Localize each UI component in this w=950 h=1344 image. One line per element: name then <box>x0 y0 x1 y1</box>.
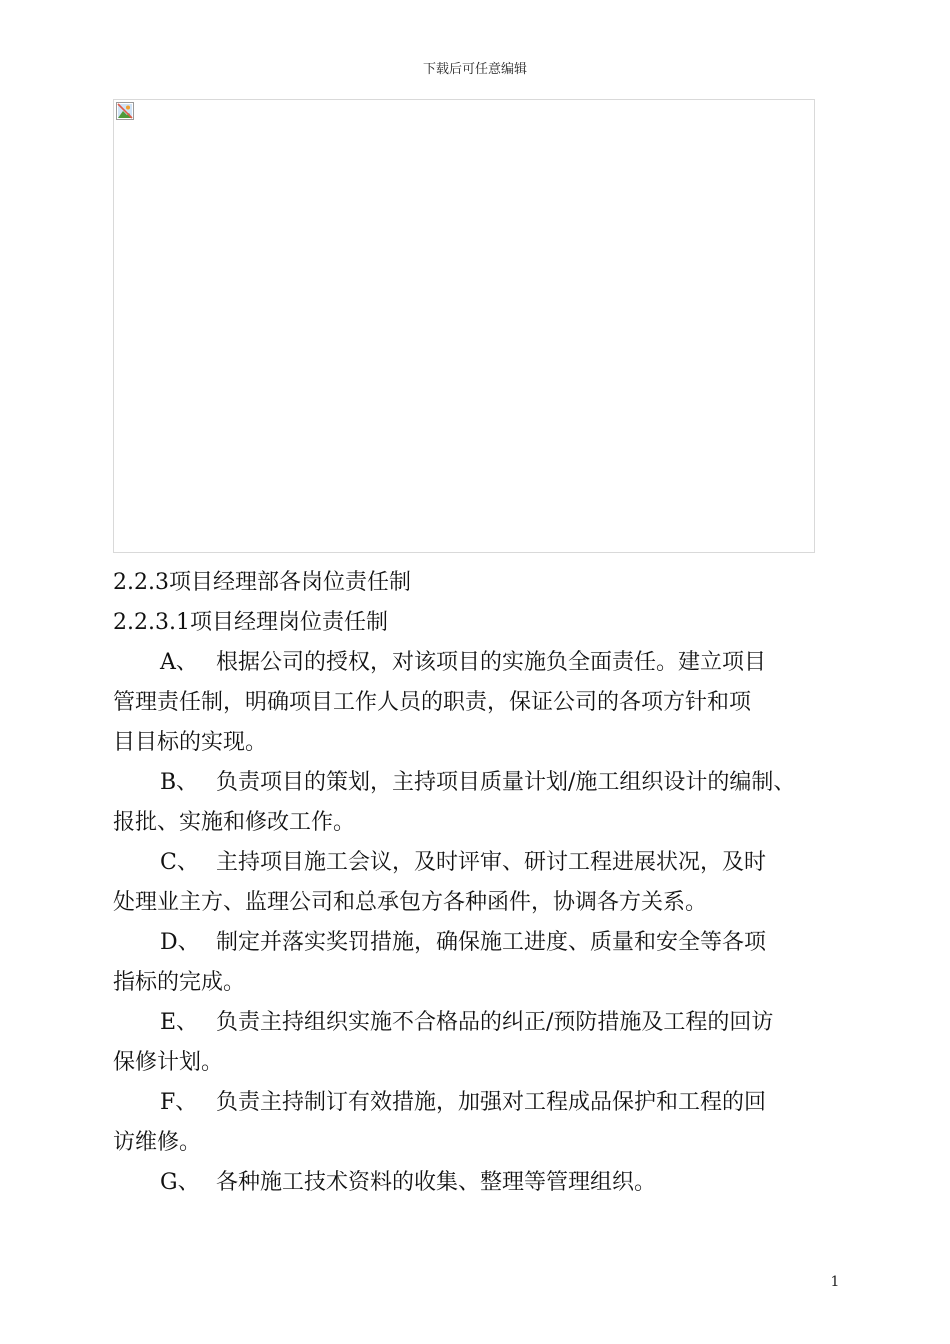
broken-image-icon <box>116 102 134 120</box>
item-text: 主持项目施工会议，及时评审、研讨工程进展状况，及时 <box>216 850 767 875</box>
item-label: D、 <box>160 930 200 955</box>
item-text: 保修计划。 <box>113 1050 224 1075</box>
item-label: F、 <box>160 1090 198 1115</box>
item-text: 访维修。 <box>113 1130 202 1155</box>
item-label: A、 <box>160 650 198 675</box>
section-heading: 2.2.3项目经理部各岗位责任制 <box>113 570 411 595</box>
item-text: 根据公司的授权，对该项目的实施负全面责任。建立项目 <box>216 650 767 675</box>
item-text: 制定并落实奖罚措施，确保施工进度、质量和安全等各项 <box>216 930 767 955</box>
item-text: 报批、实施和修改工作。 <box>113 810 356 835</box>
item-label: G、 <box>160 1170 200 1195</box>
list-item <box>113 643 853 683</box>
item-text: 处理业主方、监理公司和总承包方各种函件，协调各方关系。 <box>113 890 708 915</box>
item-label: B、 <box>160 770 199 795</box>
item-label: C、 <box>160 850 199 875</box>
item-text: 负责主持组织实施不合格品的纠正/预防措施及工程的回访 <box>216 1010 774 1035</box>
item-text: 管理责任制，明确项目工作人员的职责，保证公司的各项方针和项 <box>113 690 752 715</box>
subsection-heading: 2.2.3.1项目经理岗位责任制 <box>113 610 388 635</box>
list-item <box>113 923 853 963</box>
document-body <box>113 563 853 1203</box>
page-header: 下载后可任意编辑 <box>422 62 527 77</box>
item-text: 目目标的实现。 <box>113 730 268 755</box>
image-placeholder <box>113 99 815 553</box>
page-number: 1 <box>830 1274 840 1290</box>
item-text: 负责项目的策划，主持项目质量计划/施工组织设计的编制、 <box>216 770 796 795</box>
list-item <box>113 1163 853 1203</box>
list-item <box>113 1083 853 1123</box>
item-text: 负责主持制订有效措施，加强对工程成品保护和工程的回 <box>216 1090 767 1115</box>
item-label: E、 <box>160 1010 199 1035</box>
list-item <box>113 843 853 883</box>
item-text: 各种施工技术资料的收集、整理等管理组织。 <box>216 1170 657 1195</box>
list-item <box>113 763 853 803</box>
item-text: 指标的完成。 <box>113 970 246 995</box>
list-item <box>113 1003 853 1043</box>
